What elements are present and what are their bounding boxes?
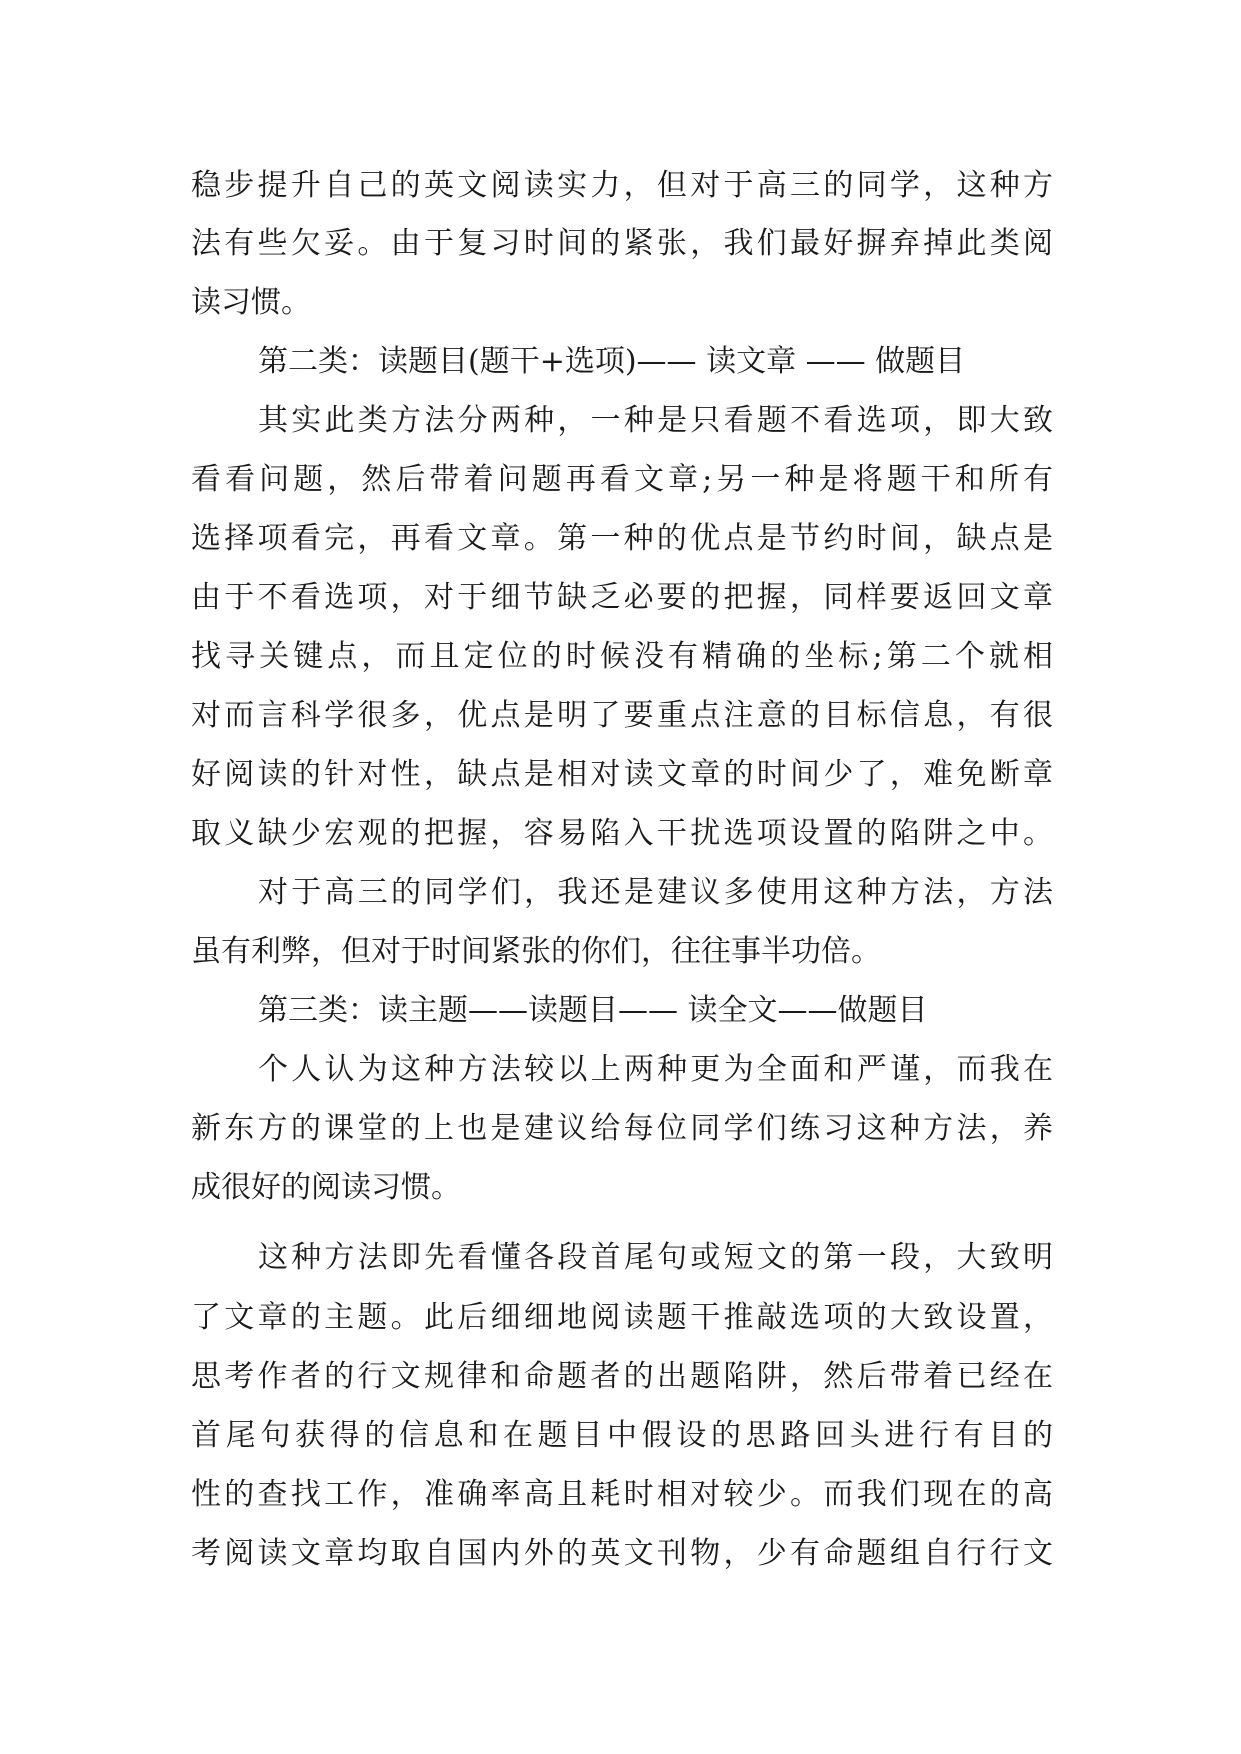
text-line: 新东方的课堂的上也是建议给每位同学们练习这种方法，养: [191, 1111, 1053, 1146]
text-line: 其实此类方法分两种，一种是只看题不看选项，即大致: [258, 403, 1053, 438]
text-line: 选择项看完，再看文章。第一种的优点是节约时间，缺点是: [191, 521, 1053, 556]
text-line: 思考作者的行文规律和命题者的出题陷阱，然后带着已经在: [191, 1359, 1053, 1394]
section-heading: 第二类：读题目(题干+选项)—— 读文章 —— 做题目: [258, 344, 966, 379]
text-line: 了文章的主题。此后细细地阅读题干推敲选项的大致设置，: [191, 1300, 1053, 1335]
text-line: 首尾句获得的信息和在题目中假设的思路回头进行有目的: [191, 1418, 1053, 1453]
text-line: 找寻关键点，而且定位的时候没有精确的坐标;第二个就相: [191, 639, 1053, 674]
text-line: 好阅读的针对性，缺点是相对读文章的时间少了，难免断章: [191, 757, 1053, 792]
text-line: 看看问题，然后带着问题再看文章;另一种是将题干和所有: [191, 462, 1053, 497]
text-line: 虽有利弊，但对于时间紧张的你们，往往事半功倍。: [191, 934, 881, 969]
text-line: 由于不看选项，对于细节缺乏必要的把握，同样要返回文章: [191, 580, 1053, 615]
text-line: 取义缺少宏观的把握，容易陷入干扰选项设置的陷阱之中。: [191, 816, 1053, 851]
text-line: 这种方法即先看懂各段首尾句或短文的第一段，大致明: [258, 1240, 1053, 1275]
text-line: 性的查找工作，准确率高且耗时相对较少。而我们现在的高: [191, 1477, 1053, 1512]
text-line: 对而言科学很多，优点是明了要重点注意的目标信息，有很: [191, 698, 1053, 733]
text-line: 考阅读文章均取自国内外的英文刊物，少有命题组自行行文: [191, 1536, 1053, 1571]
text-line: 成很好的阅读习惯。: [191, 1170, 461, 1205]
section-heading: 第三类：读主题——读题目—— 读全文——做题目: [258, 993, 928, 1028]
text-line: 稳步提升自己的英文阅读实力，但对于高三的同学，这种方: [191, 168, 1053, 203]
text-line: 读习惯。: [191, 285, 311, 320]
text-line: 对于高三的同学们，我还是建议多使用这种方法，方法: [258, 875, 1053, 910]
text-line: 法有些欠妥。由于复习时间的紧张，我们最好摒弃掉此类阅: [191, 226, 1053, 261]
text-line: 个人认为这种方法较以上两种更为全面和严谨，而我在: [258, 1052, 1053, 1087]
